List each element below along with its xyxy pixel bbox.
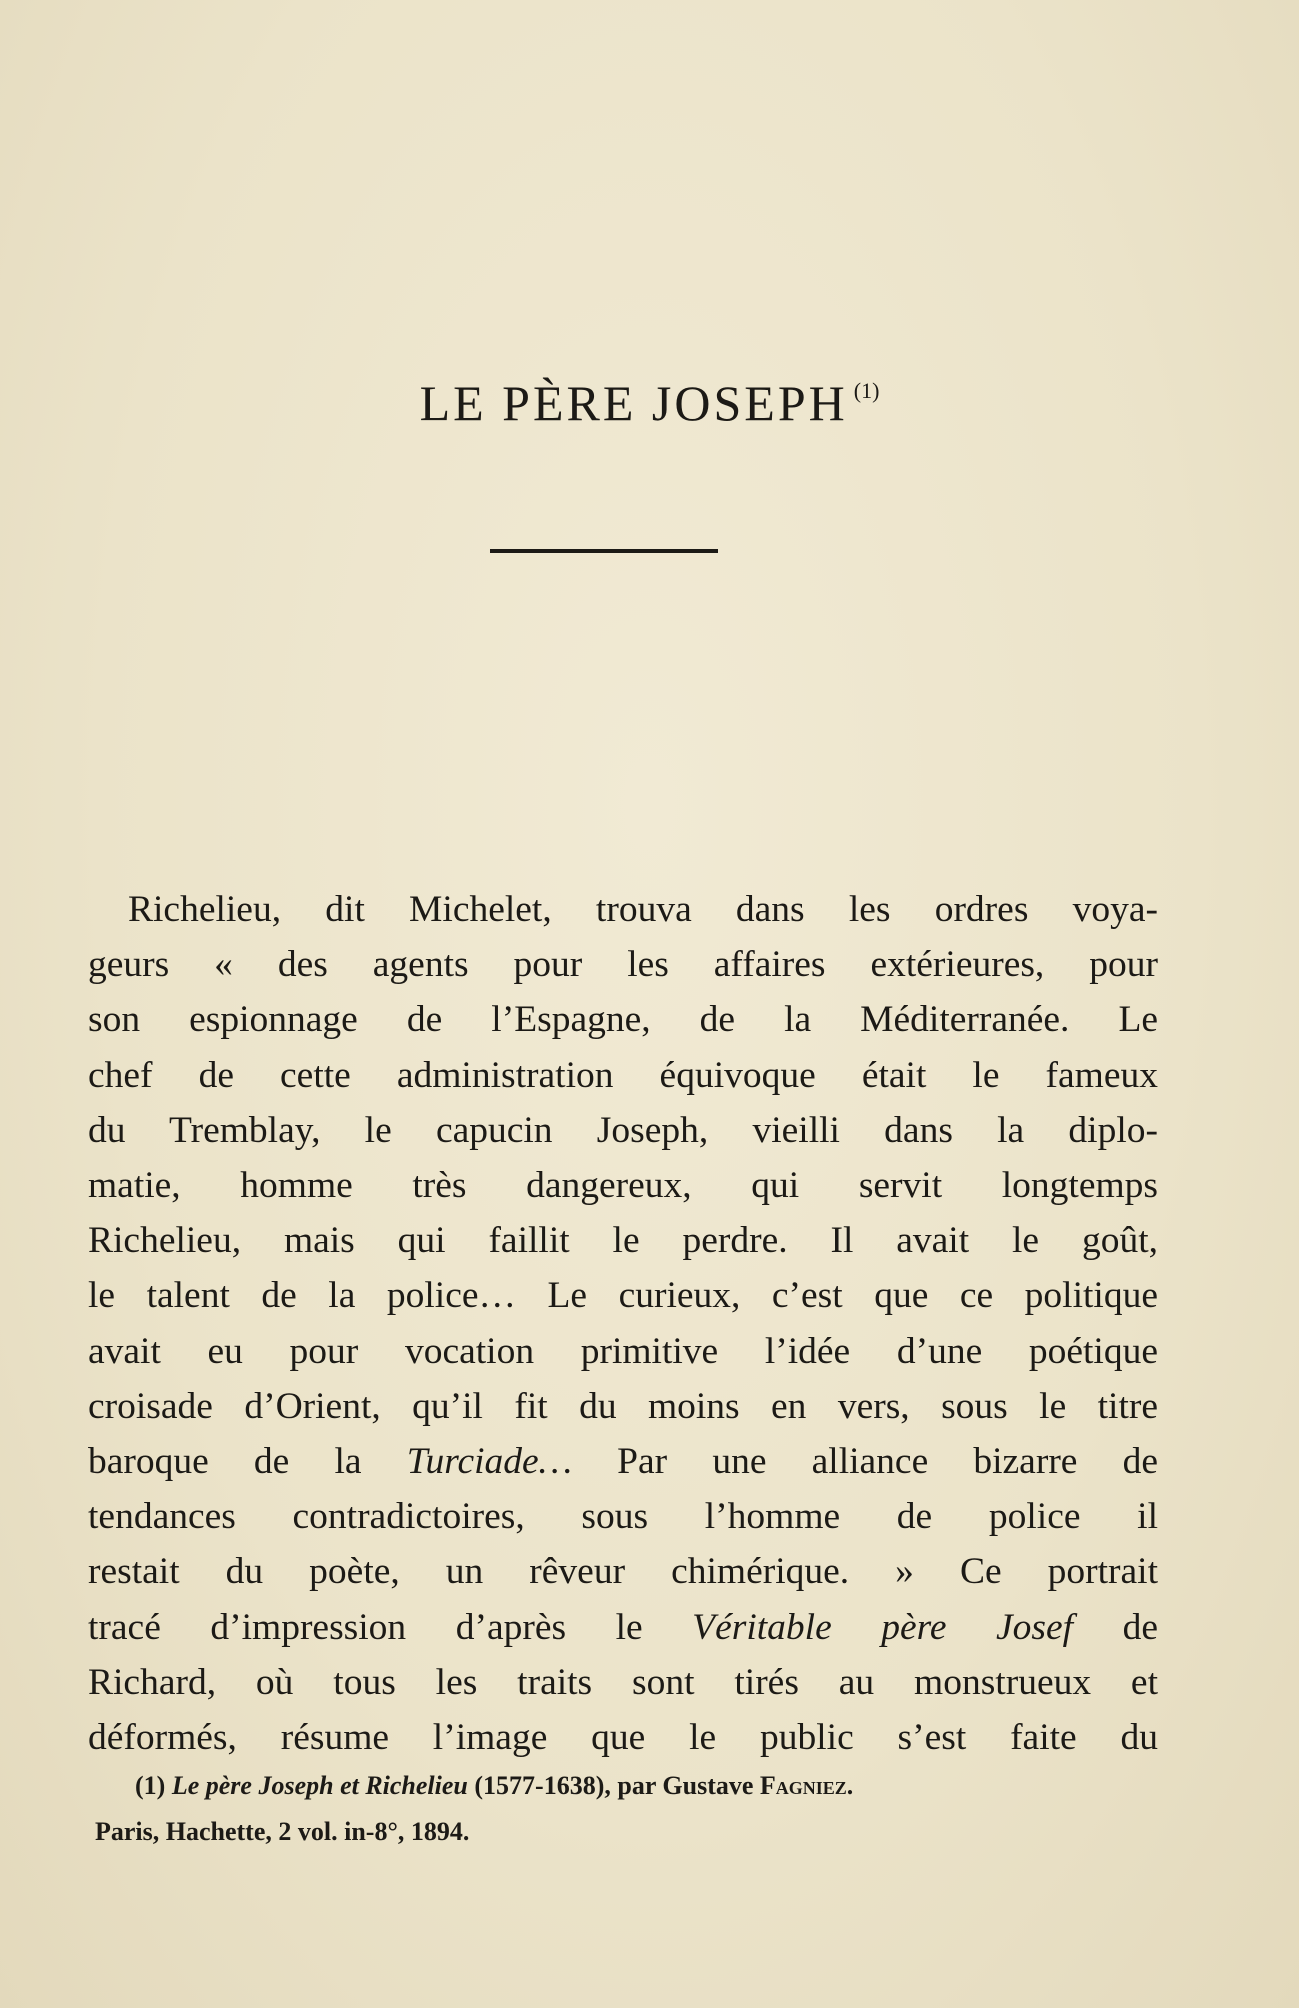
chapter-title-text: LE PÈRE JOSEPH xyxy=(419,375,848,431)
text-line: croisade d’Orient, qu’il fit du moins en vers, sous le titre xyxy=(88,1385,1158,1427)
footnote-reference: (1) xyxy=(853,378,880,403)
footnote-publication: Paris, Hachette, 2 vol. in-8°, 1894. xyxy=(95,1817,470,1846)
footnote-author: Fagniez. xyxy=(759,1771,854,1800)
text-line: Richelieu, dit Michelet, trouva dans les ordres voya- xyxy=(128,889,1158,930)
text-line: son espionnage de l’Espagne, de la Méditerranée. Le xyxy=(88,999,1158,1041)
text-line: déformés, résume l’image que le public s’est faite du xyxy=(88,1717,1158,1759)
footnote xyxy=(95,1763,1158,1855)
footnote-marker: (1) xyxy=(135,1771,166,1800)
text-line: Richelieu, mais qui faillit le perdre. Il avait le goût, xyxy=(88,1220,1158,1262)
body-paragraph xyxy=(88,882,1158,1765)
footnote-work-title: Le père Joseph et Richelieu xyxy=(171,1771,468,1800)
italic-title-veritable-pere-josef: Véritable père Josef xyxy=(692,1606,1074,1648)
text-line: matie, homme très dangereux, qui servit longtemps xyxy=(88,1165,1158,1207)
text-line: tendances contradictoires, sous l’homme de police il xyxy=(88,1496,1158,1538)
title-divider xyxy=(490,549,718,553)
footnote-line xyxy=(95,1809,1158,1855)
text-line: du Tremblay, le capucin Joseph, vieilli dans la diplo- xyxy=(88,1109,1158,1151)
footnote-line xyxy=(95,1763,1158,1809)
text-line: avait eu pour vocation primitive l’idée d’une poétique xyxy=(88,1330,1158,1372)
text-line: baroque de la Turciade… Par une alliance bizarre de xyxy=(88,1441,1159,1483)
text-line: geurs « des agents pour les affaires extérieures, pour xyxy=(88,944,1158,986)
text-line: chef de cette administration équivoque était le fameux xyxy=(88,1054,1158,1096)
footnote-dates: (1577-1638), par Gustave xyxy=(474,1771,754,1800)
italic-title-turciade: Turciade… xyxy=(406,1441,573,1483)
chapter-title xyxy=(0,375,1299,431)
text-line: le talent de la police… Le curieux, c’est que ce politique xyxy=(88,1275,1158,1317)
text-line: Richard, où tous les traits sont tirés au monstrueux et xyxy=(88,1661,1158,1703)
text-line: restait du poète, un rêveur chimérique. » Ce portrait xyxy=(88,1551,1158,1593)
text-line: tracé d’impression d’après le Véritable père Josef de xyxy=(88,1606,1158,1648)
